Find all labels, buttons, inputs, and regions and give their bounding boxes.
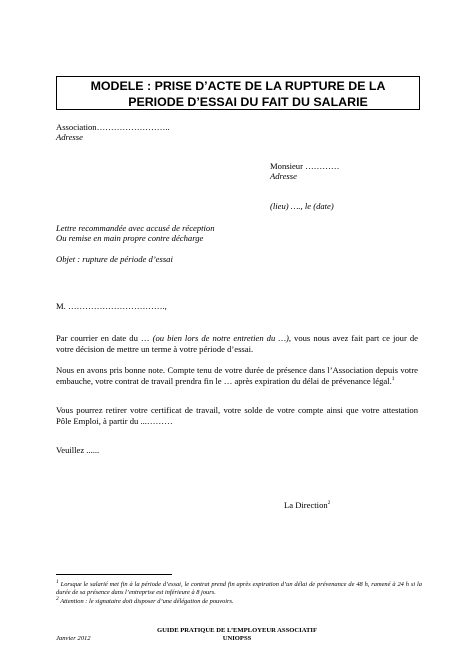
footnote-separator	[56, 574, 172, 575]
paragraph-3: Vous pourrez retirer votre certificat de travail, votre solde de votre compte ainsi que votre attestation Pôle Emploi, à partir du ...………	[56, 405, 418, 426]
title-line-2: PERIODE D’ESSAI DU FAIT DU SALARIE	[128, 95, 368, 109]
title-line-1: MODELE : PRISE D’ACTE DE LA RUPTURE DE LA	[90, 79, 386, 93]
footer-date: Janvier 2012	[56, 635, 91, 642]
paragraph-2	[56, 365, 418, 386]
closing: Veuillez ......	[56, 445, 100, 455]
recipient-name: Monsieur …………	[270, 161, 340, 171]
paragraph-2-text: Nous en avons pris bonne note. Compte tenu de votre durée de présence dans l’Association depuis votre embauche, votre contrat de travail prendra fin le … après expiration du délai de prévenance légal.	[56, 365, 418, 386]
delivery-line-2: Ou remise en main propre contre décharge	[56, 233, 204, 243]
signature	[284, 500, 330, 511]
date-text: (date)	[313, 201, 334, 211]
footer-line-2: UNIOPSS	[222, 635, 252, 642]
footnote-1-text: Lorsque le salarié met fin à la période d’essai, le contrat prend fin après expiration d’un délai de prévenance de 48 h, ramené à 24 h si la durée de sa présence dans l’entreprise est inférieure à 8 jours.	[56, 581, 422, 596]
place-date	[270, 201, 334, 212]
paragraph-1	[56, 333, 418, 354]
paragraph-1-italic: (ou bien lors de notre entretien du …)	[152, 333, 289, 343]
footer-guide	[100, 627, 374, 643]
footnote-2-num: 2	[56, 595, 59, 602]
footnote-2	[56, 595, 422, 606]
footer-line-1: GUIDE PRATIQUE DE L’EMPLOYEUR ASSOCIATIF	[157, 627, 317, 634]
footnote-ref-1[interactable]: 1	[391, 375, 395, 382]
paragraph-1-end: , vous nous avez fait part ce jour de votre décision de mettre un terme à votre période d’essai.	[56, 333, 418, 354]
footnote-ref-2[interactable]: 2	[327, 500, 331, 507]
footnote-1-num: 1	[56, 578, 59, 585]
footnote-1	[56, 578, 422, 597]
subject-line: Objet : rupture de période d’essai	[56, 254, 173, 264]
place-text: (lieu) …., le	[270, 201, 312, 211]
signature-text: La Direction	[284, 500, 328, 510]
sender-address: Adresse	[56, 132, 83, 142]
footnote-2-text: Attention : le signataire doit disposer d’une délégation de pouvoirs.	[60, 598, 234, 605]
document-title	[56, 76, 420, 110]
salutation: M. …………………………….,	[56, 301, 167, 311]
recipient-address: Adresse	[270, 171, 297, 181]
sender-name: Association……………………..	[56, 122, 170, 132]
paragraph-1-start: Par courrier en date du …	[56, 333, 153, 343]
delivery-line-1: Lettre recommandée avec accusé de réception	[56, 223, 215, 233]
